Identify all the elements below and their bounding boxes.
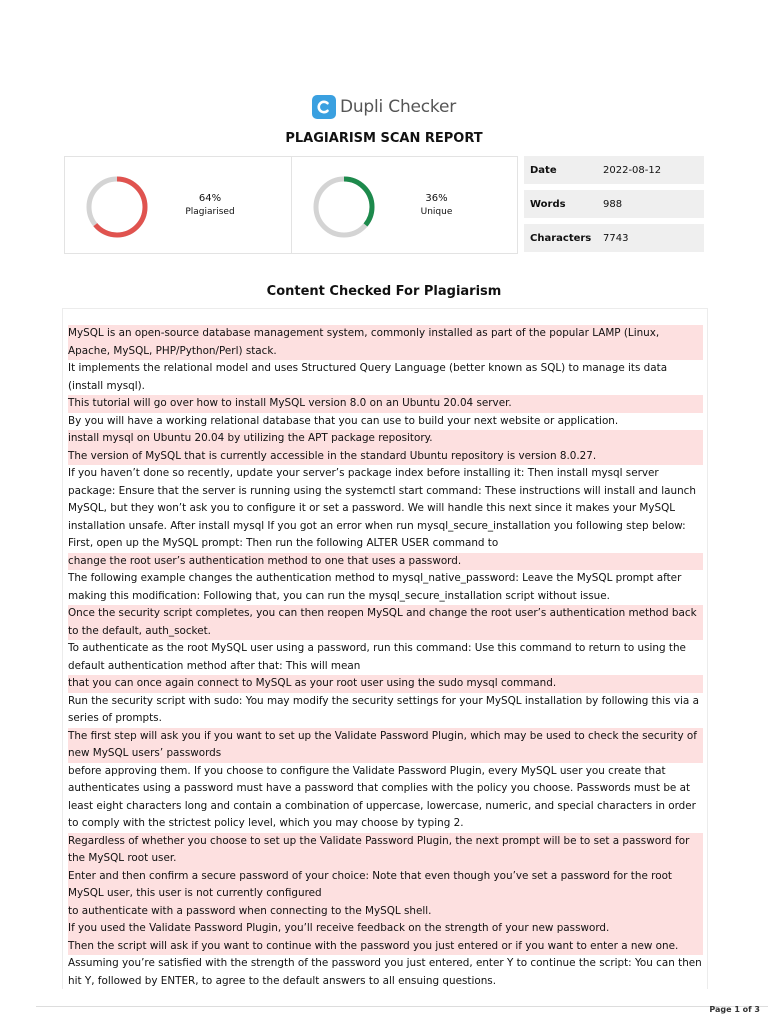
checked-content [62, 308, 708, 989]
unique-sentence: It implements the relational model and uses Structured Query Language (better known as SQL) to manage its data (install mysql). [68, 362, 668, 392]
meta-value: 7743 [603, 232, 629, 244]
meta-row-words [524, 190, 704, 218]
plagiarised-sentence: MySQL is an open-source database management system, commonly installed as part of the popular LAMP (Linux, Apache, MySQL, PHP/Python/Perl) stack. [68, 325, 703, 360]
unique-sentence: The following example changes the authentication method to mysql_native_password: Leave the MySQL prompt after making this modification: Following that, you can run the mysql_secure_installation script without issue. [68, 572, 682, 602]
plagiarised-sentence: Enter and then confirm a secure password of your choice: Note that even though you’ve set a password for the root MySQL user, this user is not currently configured [68, 868, 703, 903]
brand-logo [0, 95, 768, 119]
plagiarised-label: Plagiarised [185, 207, 235, 217]
meta-row-characters [524, 224, 704, 252]
content-text [68, 325, 703, 990]
plagiarised-sentence: change the root user’s authentication method to one that uses a password. [68, 553, 703, 571]
meta-key: Characters [530, 232, 592, 244]
plagiarised-sentence: This tutorial will go over how to install MySQL version 8.0 on an Ubuntu 20.04 server. [68, 395, 703, 413]
content-title: Content Checked For Plagiarism [266, 284, 502, 299]
meta-row-date [524, 156, 704, 184]
unique-sentence: By you will have a working relational database that you can use to build your next website or application. [68, 414, 619, 427]
plagiarised-sentence: to authenticate with a password when connecting to the MySQL shell. [68, 903, 703, 921]
plagiarised-percent: 64% [198, 193, 222, 204]
unique-sentence: If you haven’t done so recently, update your server’s package index before installing it: Then install mysql server package: Ensure that the server is running using the systemctl start command: These instructions will install and launch MySQL, but they won’t ask you to configure it or set a password. We will handle this next since it makes your MySQL installation unsafe. After install mysql If you got an error when run mysql_secure_installation you following step below: First, open up the MySQL prompt: Then run the following ALTER USER command to [68, 467, 696, 549]
report-meta [524, 156, 704, 252]
duplichecker-logo-icon [312, 95, 336, 119]
plagiarised-sentence: install mysql on Ubuntu 20.04 by utilizing the APT package repository. [68, 430, 703, 448]
meta-key: Date [530, 164, 557, 176]
plagiarised-sentence: If you used the Validate Password Plugin, you’ll receive feedback on the strength of your new password. [68, 920, 703, 938]
meta-key: Words [530, 198, 566, 210]
unique-donut [312, 175, 376, 239]
footer-divider [36, 1006, 768, 1007]
meta-value: 2022-08-12 [603, 164, 662, 176]
report-title: PLAGIARISM SCAN REPORT [285, 131, 483, 146]
brand-name: Dupli Checker [339, 97, 457, 117]
plagiarised-sentence: Regardless of whether you choose to set up the Validate Password Plugin, the next prompt will be to set a password for the MySQL root user. [68, 833, 703, 868]
plagiarised-donut [85, 175, 149, 239]
unique-label: Unique [420, 207, 453, 217]
plagiarised-sentence: Then the script will ask if you want to continue with the password you just entered or if you want to enter a new one. [68, 938, 703, 956]
unique-sentence: before approving them. If you choose to configure the Validate Password Plugin, every MySQL user you create that authenticates using a password must have a password that complies with the policy you choose. Passwords must be at least eight characters long and contain a combination of uppercase, lowercase, numeric, and special characters in order to comply with the strictest policy level, which you may choose by typing 2. [68, 764, 696, 829]
unique-sentence: Run the security script with sudo: You may modify the security settings for your MySQL installation by following this via a series of prompts. [68, 694, 699, 724]
unique-card [291, 157, 518, 253]
plagiarised-sentence: The first step will ask you if you want to set up the Validate Password Plugin, which may be used to check the security of new MySQL users’ passwords [68, 728, 703, 763]
unique-percent: 36% [425, 193, 448, 204]
meta-value: 988 [603, 198, 623, 210]
unique-sentence: Assuming you’re satisfied with the strength of the password you just entered, enter Y to continue the script: You can then hit Y, followed by ENTER, to agree to the default answers to all ensuing questions. [68, 957, 702, 987]
page-number: Page 1 of 3 [709, 1005, 760, 1014]
plagiarised-sentence: The version of MySQL that is currently accessible in the standard Ubuntu repository is version 8.0.27. [68, 448, 703, 466]
plagiarised-card [65, 157, 291, 253]
score-summary [64, 156, 518, 254]
plagiarised-sentence: that you can once again connect to MySQL as your root user using the sudo mysql command. [68, 675, 703, 693]
plagiarised-sentence: Once the security script completes, you can then reopen MySQL and change the root user’s authentication method back to the default, auth_socket. [68, 605, 703, 640]
unique-sentence: To authenticate as the root MySQL user using a password, run this command: Use this command to return to using the default authentication method after that: This will mean [68, 642, 686, 672]
